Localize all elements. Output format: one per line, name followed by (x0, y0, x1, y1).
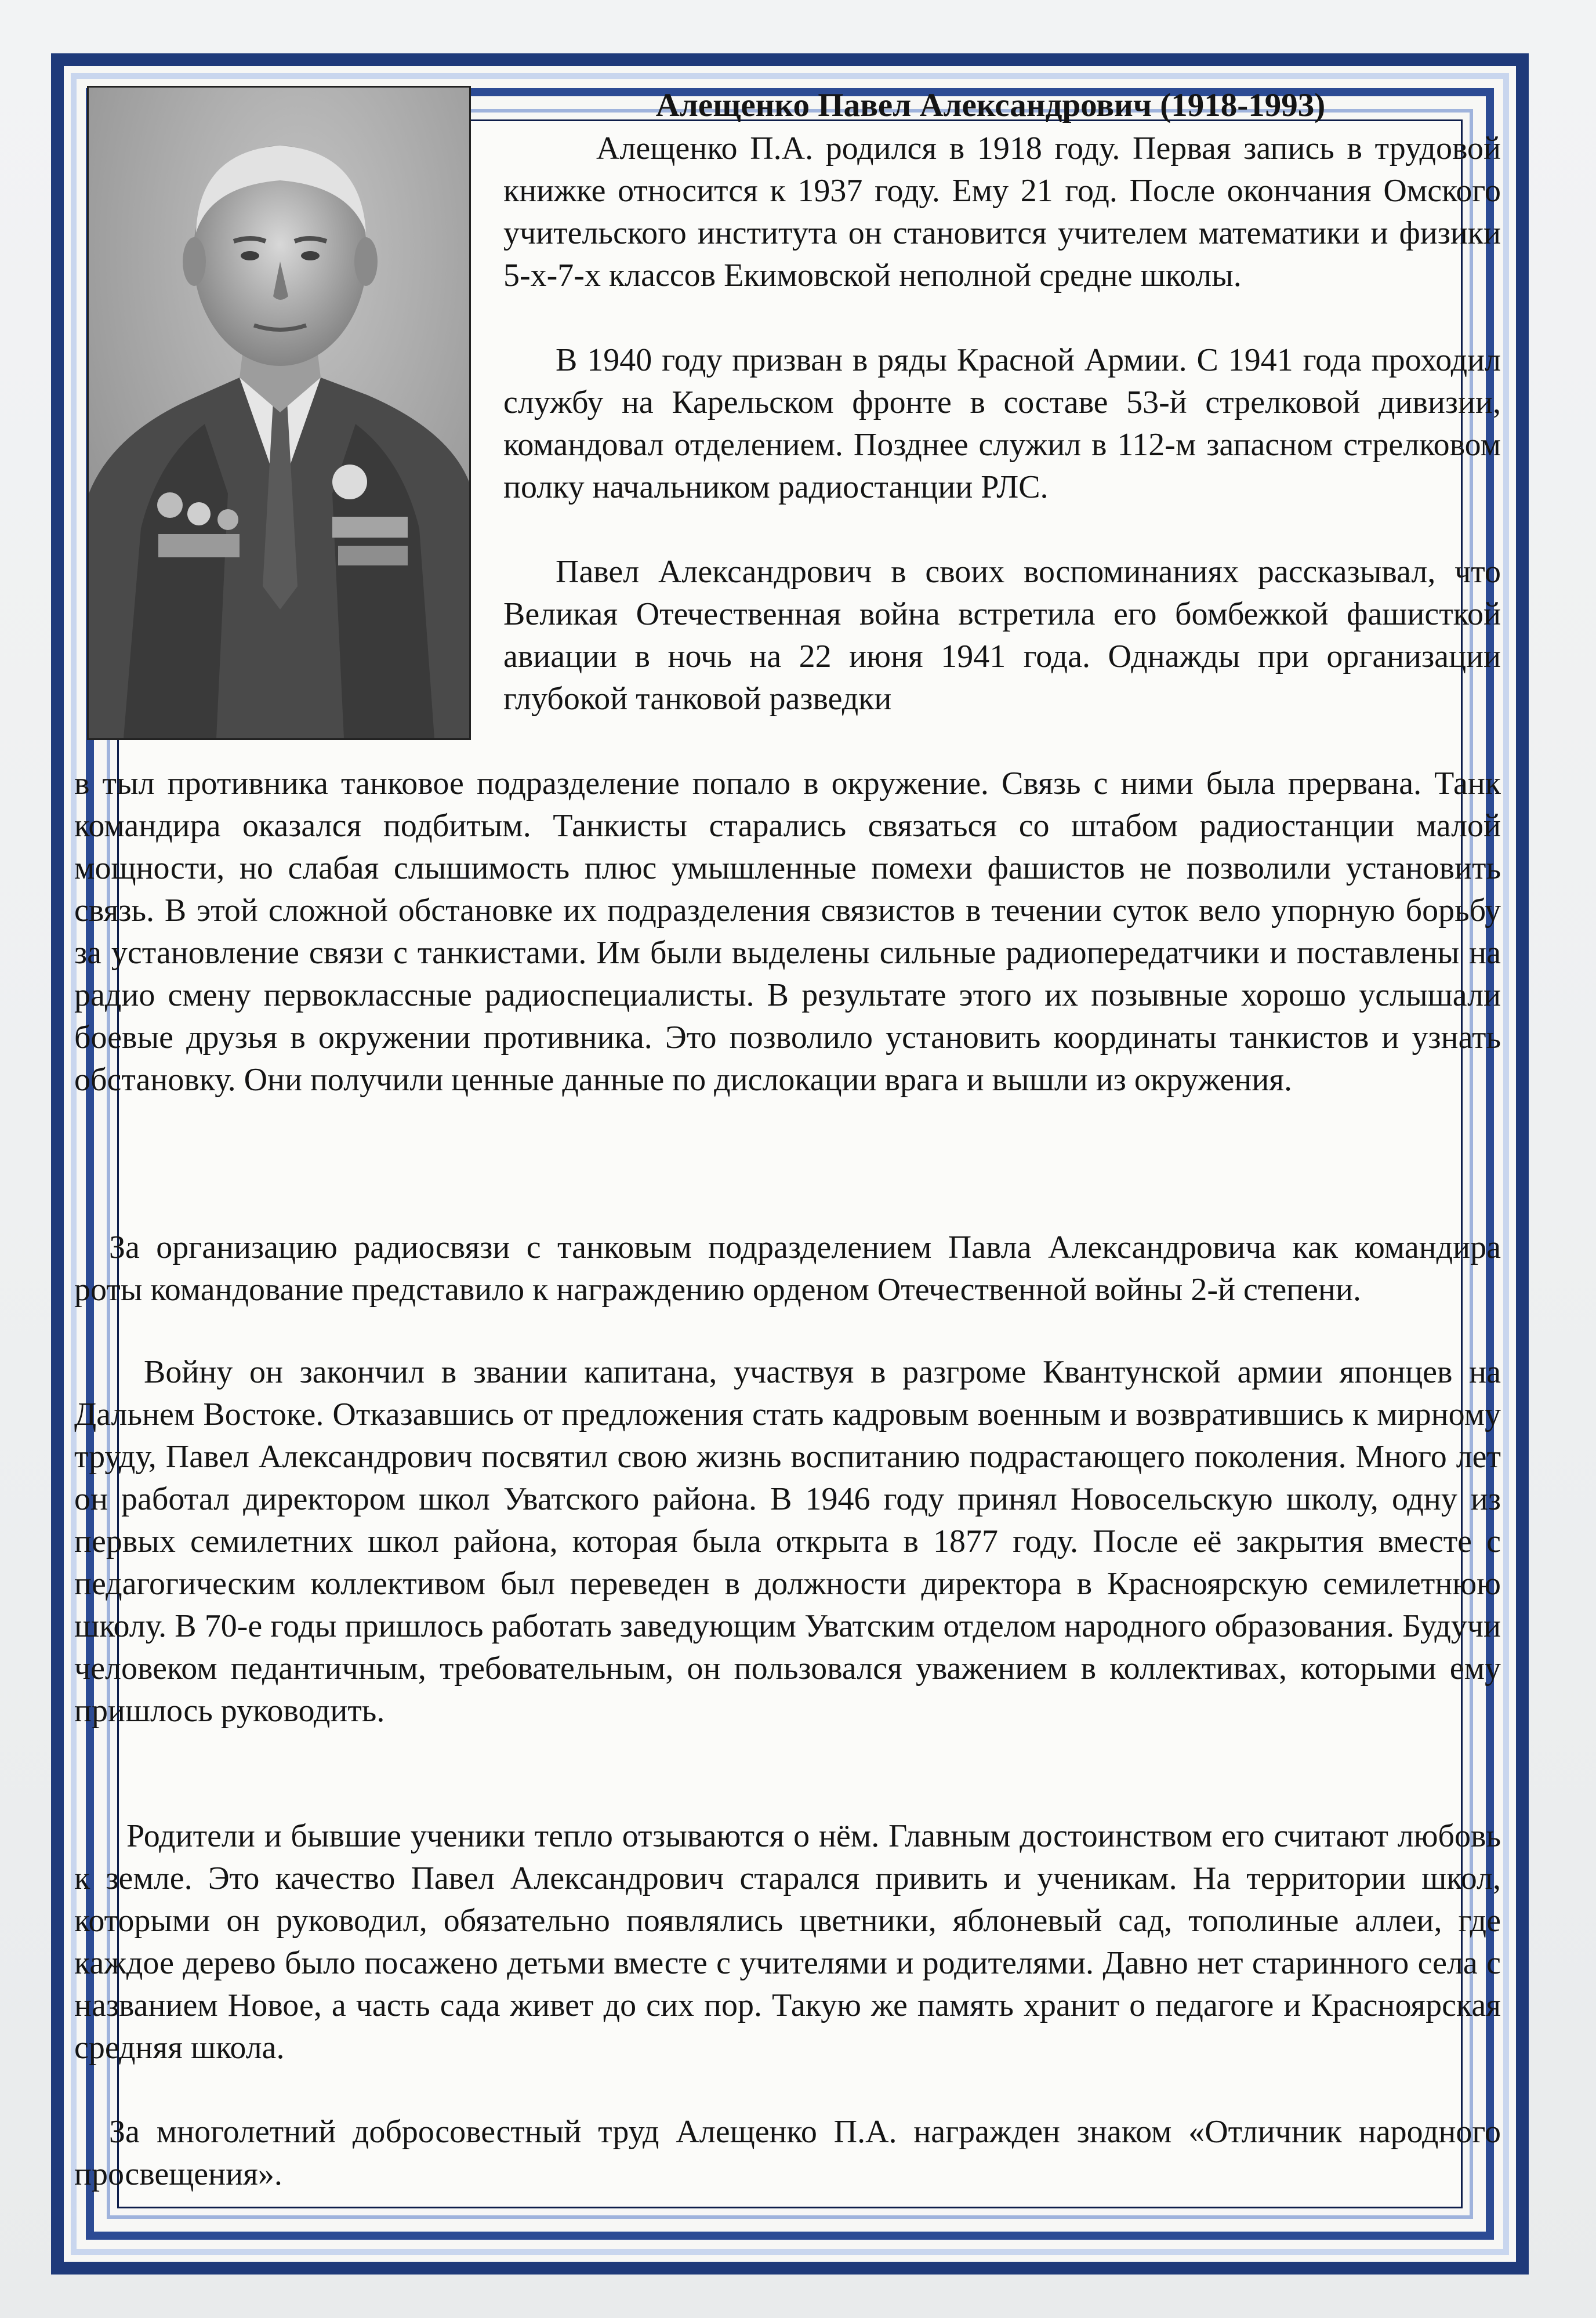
paragraph-honor: За многолетний добросовестный труд Алещенко П.А. награжден знаком «Отличник народного просвещения». (74, 2114, 1501, 2192)
document-body (74, 70, 1501, 2250)
paragraph-encirclement: в тыл противника танковое подразделение попало в окружение. Связь с ними была прервана. Танк командира оказался подбитым. Танкисты старались связаться со штабом радиостанции малой мощности, но слабая слышимость плюс умышленные помехи фашистов не позволили установить связь. В этой сложной обстановке их подразделения связистов в течении суток вело упорную борьбу за установление связи с танкистами. Им были выделены сильные радиопередатчики и поставлены на радио смену первоклассные радиоспециалисты. В результате этого их позывные хорошо услышали боевые друзья в окружении противника. Это позволило установить координаты танкистов и узнать обстановку. Они получили ценные данные по дислокации врага и вышли из окружения. (74, 766, 1501, 1098)
paragraph-garden: Родители и бывшие ученики тепло отзываются о нём. Главным достоинством его считают любовь к земле. Это качество Павел Александрович старался привить и ученикам. На территории школ, которыми он руководил, обязательно появлялись цветники, яблоневый сад, тополиные аллеи, где каждое дерево было посажено детьми вместе с учителями и родителями. Давно нет старинного села с названием Новое, а часть сада живет до сих пор. Такую же память хранит о педагоге и Красноярская средняя школа. (74, 1818, 1501, 2066)
page-title: Алещенко Павел Александрович (1918-1993) (655, 87, 1326, 124)
paragraph-army: В 1940 году призван в ряды Красной Армии. С 1941 года проходил службу на Карельском фронте в составе 53-й стрелковой дивизии, командовал отделением. Позднее служил в 112-м запасном стрелковом полку начальником радиостанции РЛС. (503, 342, 1501, 505)
paragraph-postwar: Войну он закончил в звании капитана, участвуя в разгроме Квантунской армии японцев на Дальнем Востоке. Отказавшись от предложения стать кадровым военным и возвратившись к мирному труду, Павел Александрович посвятил свою жизнь воспитанию подрастающего поколения. Много лет он работал директором школ Уватского района. В 1946 году принял Новосельскую школу, одну из первых семилетних школ района, которая была открыта в 1877 году. После её закрытия вместе с педагогическим коллективом был переведен в должности директора в Красноярскую семилетнюю школу. В 70-е годы пришлось работать заведующим Уватским отделом народного образования. Будучи человеком педантичным, требовательным, он пользовался уважением в коллективах, которыми ему пришлось руководить. (74, 1354, 1501, 1729)
paragraph-birth: Алещенко П.А. родился в 1918 году. Первая запись в трудовой книжке относится к 1937 году. Ему 21 год. После окончания Омского учительского института он становится учителем математики и физики 5-х-7-х классов Екимовской неполной средне школы. (503, 130, 1501, 293)
portrait-photo (87, 86, 471, 740)
paragraph-memories: Павел Александрович в своих воспоминаниях рассказывал, что Великая Отечественная война встретила его бомбежкой фашисткой авиации в ночь на 22 июня 1941 года. Однажды при организации глубокой танковой разведки (503, 554, 1501, 717)
paragraph-award: За организацию радиосвязи с танковым подразделением Павла Александровича как командира роты командование представило к награждению орденом Отечественной войны 2-й степени. (74, 1229, 1501, 1308)
portrait-icon (89, 88, 469, 738)
